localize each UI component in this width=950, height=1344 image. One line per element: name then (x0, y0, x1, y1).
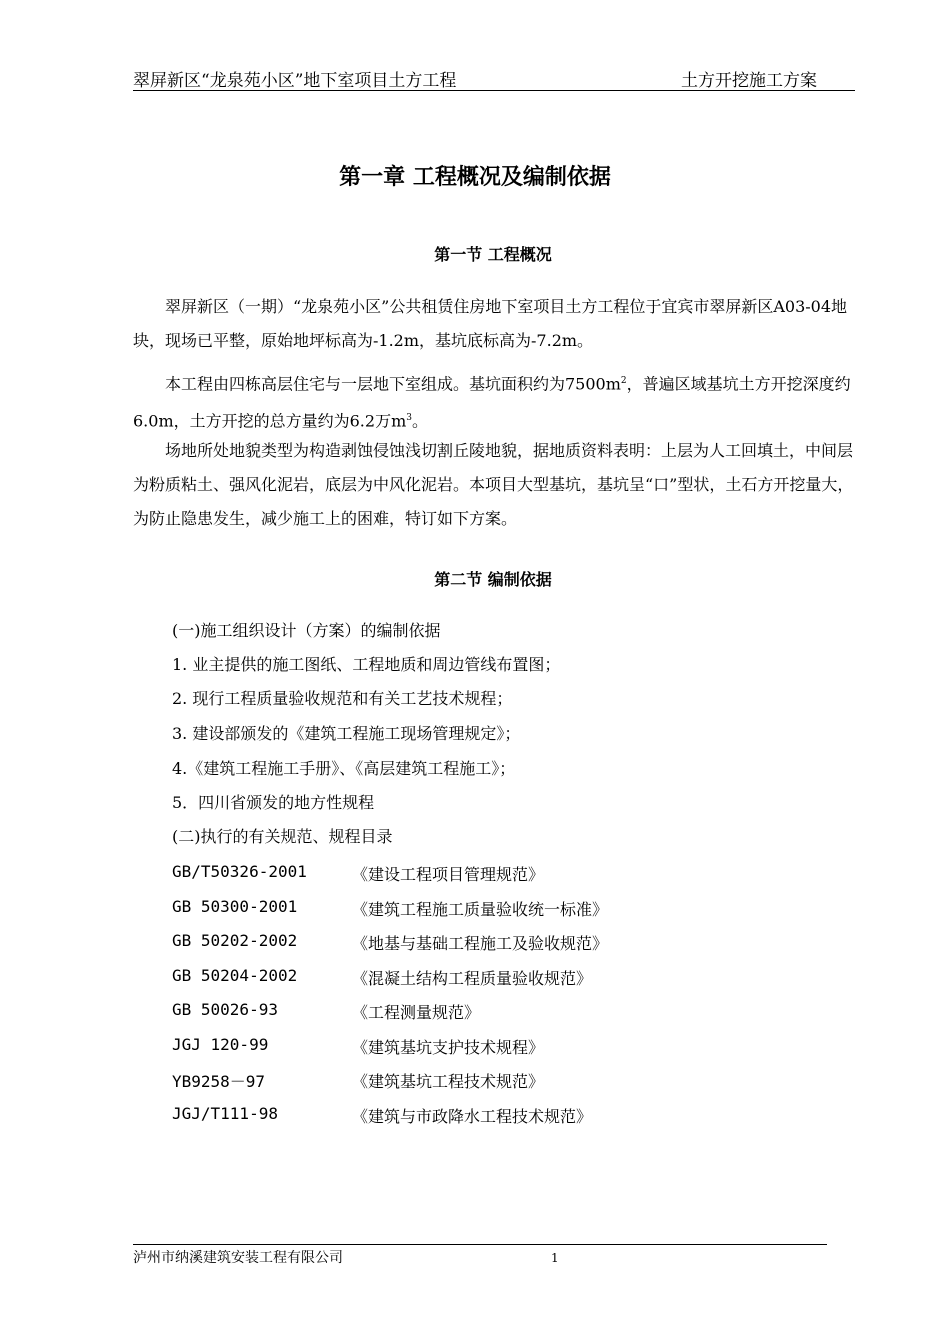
overview-paragraph-2 (133, 364, 855, 439)
standard-title: 《工程测量规范》 (352, 1003, 481, 1022)
chapter-title: 第一章 工程概况及编制依据 (339, 165, 611, 190)
standard-title: 《建筑基坑支护技术规程》 (352, 1038, 545, 1057)
section-1-title: 第一节 工程概况 (434, 245, 552, 264)
basis-item: 5．四川省颁发的地方性规程 (172, 793, 375, 812)
standard-title: 《建筑基坑工程技术规范》 (352, 1072, 545, 1091)
footer-divider (133, 1244, 827, 1245)
standard-code: GB 50204-2002 (172, 966, 298, 985)
standard-title: 《混凝土结构工程质量验收规范》 (352, 969, 593, 988)
basis-item: 1. 业主提供的施工图纸、工程地质和周边管线布置图； (172, 655, 561, 674)
standard-title: 《建设工程项目管理规范》 (352, 865, 545, 884)
standard-title: 《建筑与市政降水工程技术规范》 (352, 1107, 593, 1126)
overview-paragraph-1: 翠屏新区（一期）“龙泉苑小区”公共租赁住房地下室项目土方工程位于宜宾市翠屏新区A03-04地块，现场已平整，原始地坪标高为-1.2m，基坑底标高为-7.2m。 (133, 297, 848, 350)
page-number: 1 (551, 1251, 559, 1265)
standard-code: GB 50202-2002 (172, 931, 298, 950)
para2-text-c: 。 (411, 411, 428, 431)
para2-text-a: 本工程由四栋高层住宅与一层地下室组成。基坑面积约为7500m (165, 374, 621, 394)
para2-text-b: ，普遍区域基坑土方开挖深度约6.0m，土方开挖的总方量约为6.2万m (133, 374, 851, 431)
section-2-title: 第二节 编制依据 (434, 570, 552, 589)
overview-paragraph-3: 场地所处地貌类型为构造剥蚀侵蚀浅切割丘陵地貌，据地质资料表明：上层为人工回填土，中间层为粉质粘土、强风化泥岩，底层为中风化泥岩。本项目大型基坑，基坑呈“口”型状，土石方开挖量大，为防止隐患发生，减少施工上的困难，特订如下方案。 (133, 441, 854, 528)
header-project-name: 翠屏新区“龙泉苑小区”地下室项目土方工程 (133, 71, 457, 91)
basis-item: 4.《建筑工程施工手册》、《高层建筑工程施工》； (172, 759, 516, 778)
basis-item: 3. 建设部颁发的《建筑工程施工现场管理规定》； (172, 724, 521, 743)
standard-title: 《地基与基础工程施工及验收规范》 (352, 934, 609, 953)
basis-item: 2. 现行工程质量验收规范和有关工艺技术规程； (172, 689, 513, 708)
standard-code: JGJ/T111-98 (172, 1104, 278, 1123)
para2-superscript-2: 3 (406, 413, 412, 424)
basis-subheading-1: (一)施工组织设计（方案）的编制依据 (172, 621, 441, 640)
standard-title: 《建筑工程施工质量验收统一标准》 (352, 900, 609, 919)
header-divider (133, 90, 855, 91)
footer-company: 泸州市纳溪建筑安装工程有限公司 (133, 1250, 343, 1266)
standard-code: GB 50026-93 (172, 1000, 278, 1019)
basis-subheading-2: (二)执行的有关规范、规程目录 (172, 827, 393, 846)
header-document-type: 土方开挖施工方案 (681, 71, 817, 91)
standard-code: GB/T50326-2001 (172, 862, 307, 881)
para2-superscript-1: 2 (620, 376, 627, 386)
standard-code: JGJ 120-99 (172, 1035, 269, 1054)
standard-code: GB 50300-2001 (172, 897, 298, 916)
standard-code: YB9258－97 (172, 1072, 266, 1091)
